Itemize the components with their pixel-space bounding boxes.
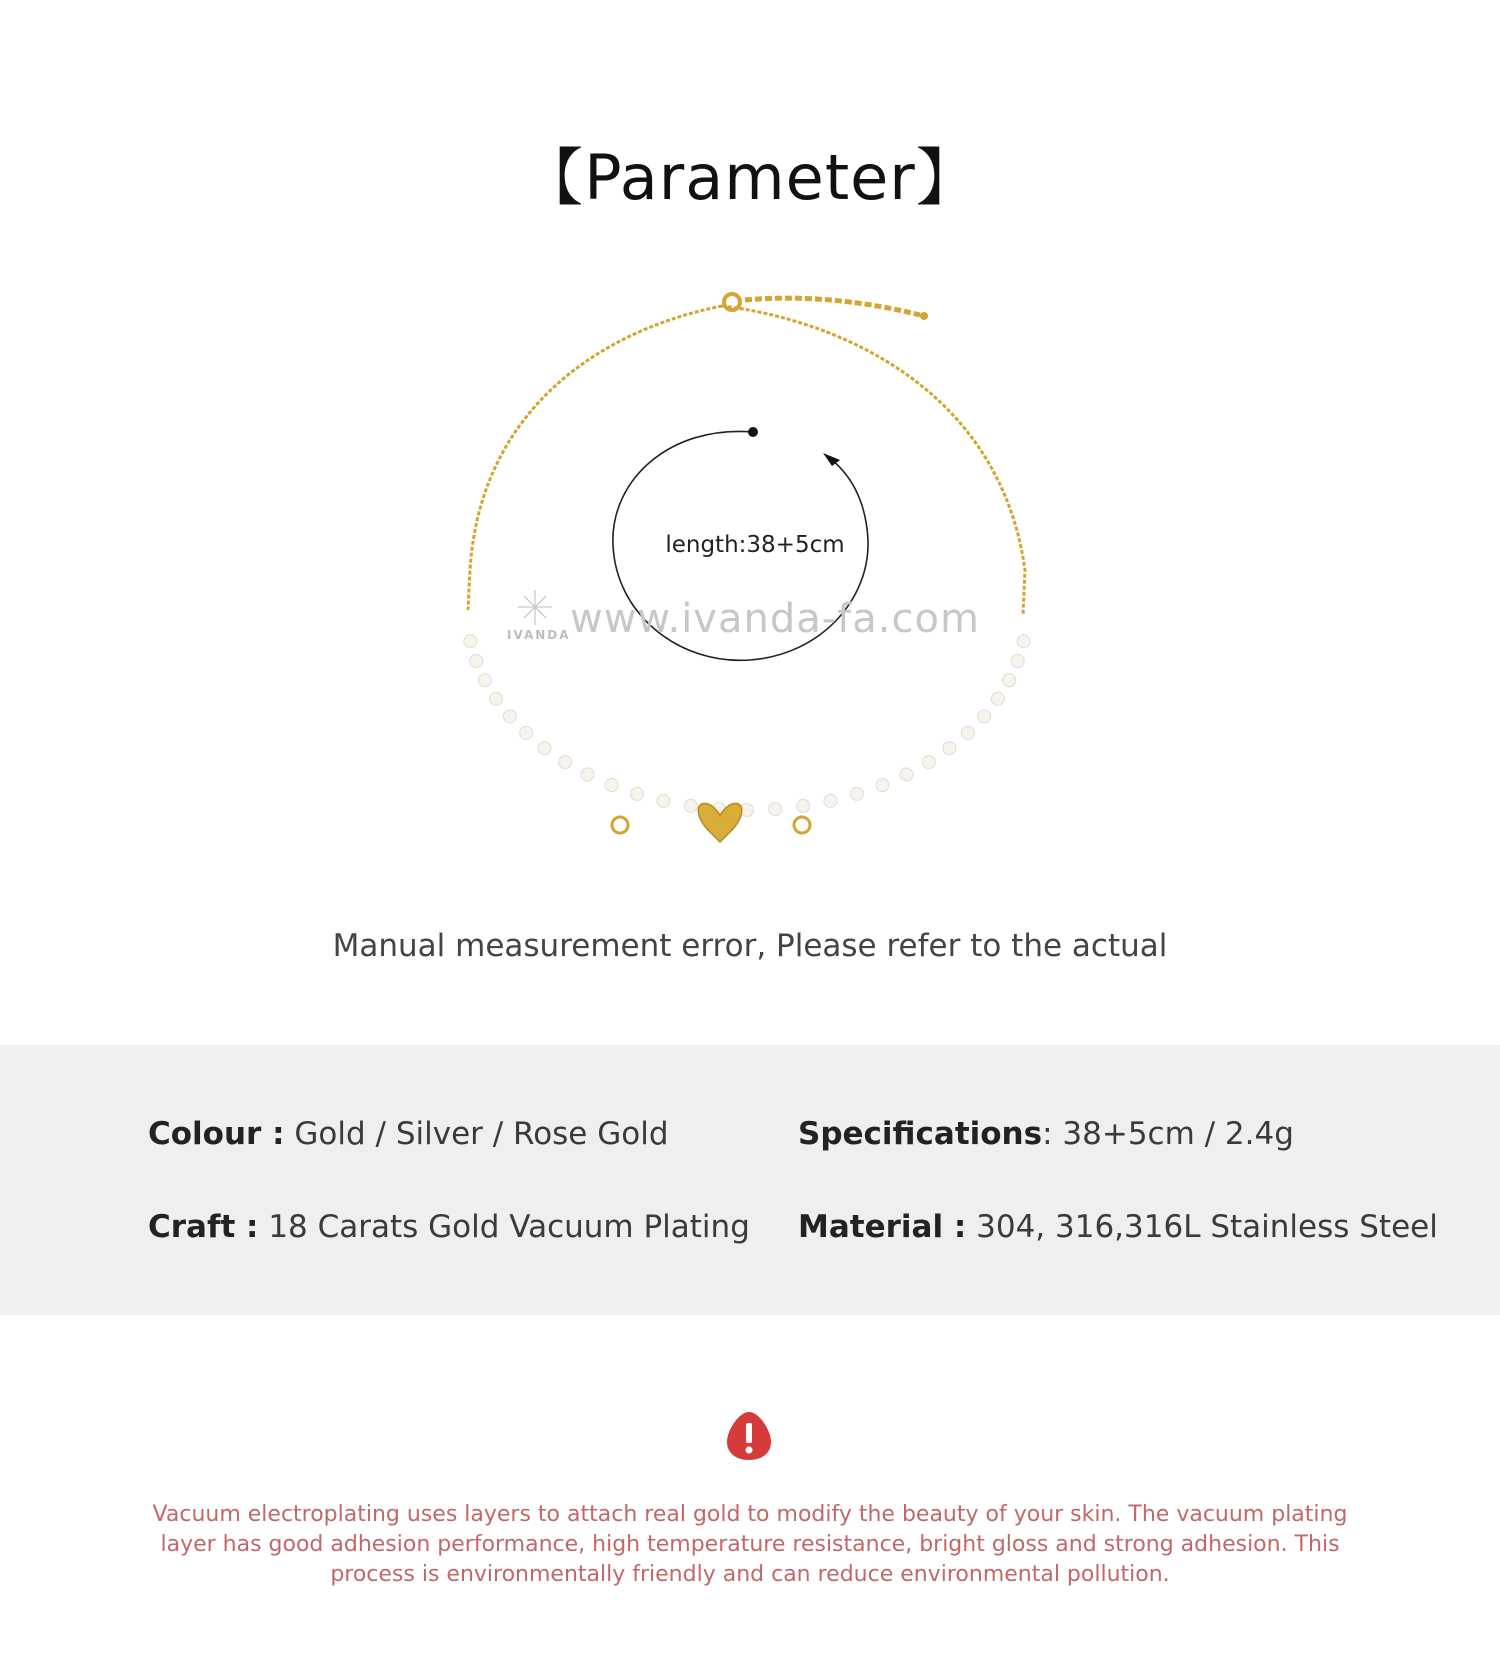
warning-icon [725, 1410, 773, 1462]
pearl-bead [991, 692, 1004, 705]
pearl-bead [769, 803, 782, 816]
product-image [440, 270, 1060, 870]
pearl-bead [876, 779, 889, 792]
spec-panel [0, 1045, 1500, 1315]
pearl-bead [538, 742, 551, 755]
spec-colour-key: Colour : [148, 1116, 285, 1152]
pearl-bead [464, 635, 477, 648]
spec-material-key: Material : [798, 1209, 967, 1245]
pearl-bead [824, 794, 837, 807]
pearl-bead [503, 710, 516, 723]
watermark-url: www.ivanda-fa.com [570, 596, 980, 642]
pearl-bead [581, 768, 594, 781]
spec-specifications [798, 1116, 1294, 1152]
necklace-illustration [440, 270, 1060, 870]
plating-description: Vacuum electroplating uses layers to attach real gold to modify the beauty of your skin. The vacuum plating layer has good adhesion performance, high temperature resistance, bright gloss and strong adhesion. This process is environmentally friendly and can reduce environmental pollution. [152, 1502, 1348, 1587]
spec-specifications-key: Specifications [798, 1116, 1043, 1152]
pearl-bead [1003, 674, 1016, 687]
pearl-bead [978, 710, 991, 723]
length-label: length:38+5cm [665, 532, 845, 558]
pearl-bead [657, 794, 670, 807]
spec-material [798, 1209, 1438, 1245]
pearl-bead [922, 756, 935, 769]
pearl-bead [631, 787, 644, 800]
watermark-brand: IVANDA [507, 628, 571, 642]
pearl-bead [684, 799, 697, 812]
pearl-bead [1011, 655, 1024, 668]
pearl-bead [961, 726, 974, 739]
spec-specifications-value: : 38+5cm / 2.4g [1042, 1116, 1294, 1152]
spec-craft-key: Craft : [148, 1209, 259, 1245]
pearl-bead [478, 674, 491, 687]
pearl-bead [797, 799, 810, 812]
pearl-bead [605, 779, 618, 792]
pearl-bead [520, 726, 533, 739]
pearl-bead [470, 655, 483, 668]
pearl-bead [559, 756, 572, 769]
spec-craft [148, 1209, 750, 1245]
page-title: 【Parameter】 [521, 141, 979, 214]
pearl-bead [1017, 635, 1030, 648]
measurement-note: Manual measurement error, Please refer to the actual [332, 928, 1168, 964]
spec-craft-value: 18 Carats Gold Vacuum Plating [268, 1209, 750, 1245]
pearl-bead [900, 768, 913, 781]
spec-material-value: 304, 316,316L Stainless Steel [976, 1209, 1438, 1245]
spec-colour-value: Gold / Silver / Rose Gold [294, 1116, 669, 1152]
pearl-bead [943, 742, 956, 755]
pearl-bead [490, 692, 503, 705]
spec-colour [148, 1116, 669, 1152]
pearl-bead [851, 787, 864, 800]
